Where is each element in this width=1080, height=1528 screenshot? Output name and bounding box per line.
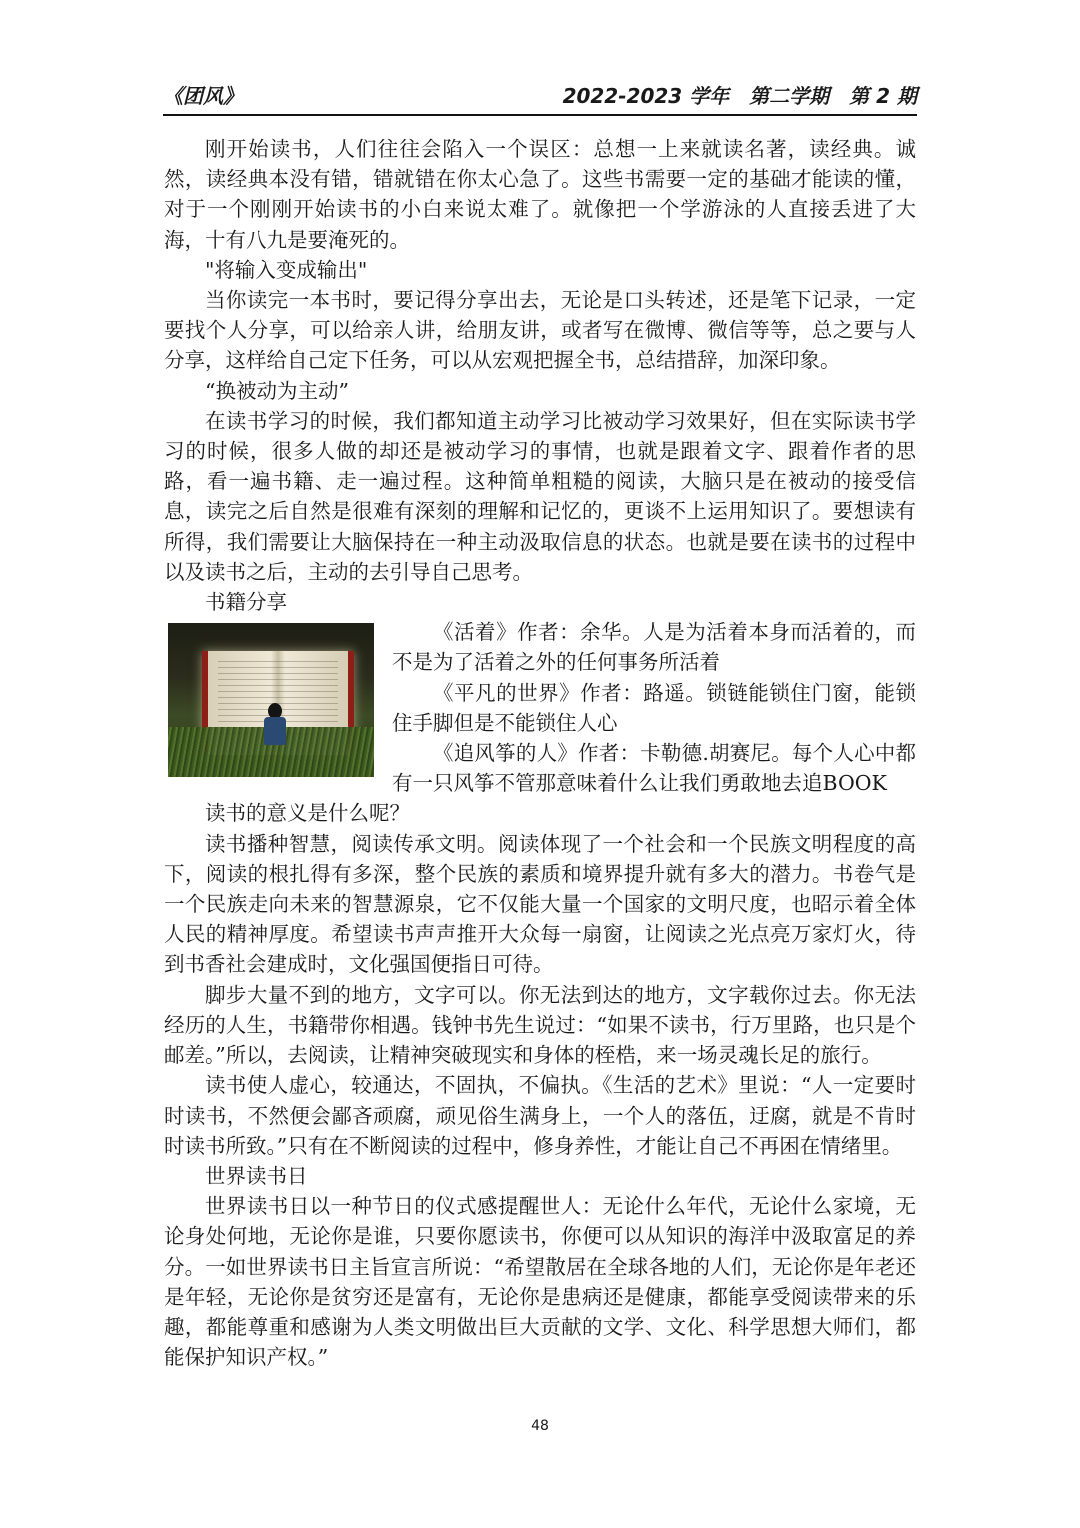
article-body: [164, 134, 916, 1372]
book-girl-photo: [168, 623, 374, 777]
header-divider: [163, 114, 917, 116]
paragraph-3: 在读书学习的时候，我们都知道主动学习比被动学习效果好，但在实际读书学习的时候，很多人做的却还是被动学习的事情，也就是跟着文字、跟着作者的思路，看一遍书籍、走一遍过程。这种简单粗糙的阅读，大脑只是在被动的接受信息，读完之后自然是很难有深刻的理解和记忆的，更谈不上运用知识了。要想读有所得，我们需要让大脑保持在一种主动汲取信息的状态。也就是要在读书的过程中以及读书之后，主动的去引导自己思考。: [164, 408, 916, 584]
subheading-active-learning: “换被动为主动”: [205, 378, 349, 403]
subheading-meaning: 读书的意义是什么呢？: [205, 801, 410, 826]
journal-title: 《团风》: [163, 84, 243, 108]
book-share-1: 《活着》作者：余华。人是为活着本身而活着的，而不是为了活着之外的任何事务所活着: [392, 620, 916, 675]
page-header: [163, 78, 917, 112]
subheading-book-sharing: 书籍分享: [205, 590, 287, 615]
paragraph-5: 脚步大量不到的地方，文字可以。你无法到达的地方，文字载你过去。你无法经历的人生，书籍带你相遇。钱钟书先生说过：“如果不读书，行万里路，也只是个邮差。”所以，去阅读，让精神突破现实和身体的桎梏，来一场灵魂长足的旅行。: [164, 982, 916, 1068]
paragraph-7: 世界读书日以一种节日的仪式感提醒世人：无论什么年代，无论什么家境，无论身处何地，无论你是谁，只要你愿读书，你便可以从知识的海洋中汲取富足的养分。一如世界读书日主旨宣言所说：“希望散居在全球各地的人们，无论你是年老还是年轻，无论你是贫穷还是富有，无论你是患病还是健康，都能享受阅读带来的乐趣，都能尊重和感谢为人类文明做出巨大贡献的文学、文化、科学思想大师们，都能保护知识产权。”: [164, 1194, 916, 1370]
paragraph-6: 读书使人虚心，较通达，不固执，不偏执。《生活的艺术》里说：“人一定要时时读书，不然便会鄙吝顽腐，顽见俗生满身上，一个人的落伍，迂腐，就是不肯时时读书所致。”只有在不断阅读的过程中，修身养性，才能让自己不再困在情绪里。: [164, 1073, 916, 1158]
issue-info: 2022-2023 学年 第二学期 第 2 期: [562, 84, 917, 108]
book-share-3: 《追风筝的人》作者：卡勒德.胡赛尼。每个人心中都有一只风筝不管那意味着什么让我们勇敢地去追BOOK: [392, 741, 916, 796]
subheading-input-output: "将输入变成输出": [205, 257, 368, 282]
girl-figure-body: [264, 717, 286, 745]
paragraph-1: 刚开始读书，人们往往会陷入一个误区：总想一上来就读名著，读经典。诚然，读经典本没有错，错就错在你太心急了。这些书需要一定的基础才能读的懂，对于一个刚刚开始读书的小白来说太难了。就像把一个学游泳的人直接丢进了大海，十有八九是要淹死的。: [164, 137, 916, 252]
subheading-world-book-day: 世界读书日: [205, 1163, 308, 1188]
paragraph-4: 读书播种智慧，阅读传承文明。阅读体现了一个社会和一个民族文明程度的高下，阅读的根扎得有多深，整个民族的素质和境界提升就有多大的潜力。书卷气是一个民族走向未来的智慧源泉，它不仅能大量一个国家的文明尺度，也昭示着全体人民的精神厚度。希望读书声声推开大众每一扇窗，让阅读之光点亮万家灯火，待到书香社会建成时，文化强国便指日可待。: [164, 831, 916, 977]
book-share-2: 《平凡的世界》作者：路遥。锁链能锁住门窗，能锁住手脚但是不能锁住人心: [392, 680, 916, 735]
paragraph-2: 当你读完一本书时，要记得分享出去，无论是口头转述，还是笔下记录，一定要找个人分享，可以给亲人讲，给朋友讲，或者写在微博、微信等等，总之要与人分享，这样给自己定下任务，可以从宏观把握全书，总结措辞，加深印象。: [164, 288, 916, 373]
page-number: 48: [531, 1418, 549, 1434]
